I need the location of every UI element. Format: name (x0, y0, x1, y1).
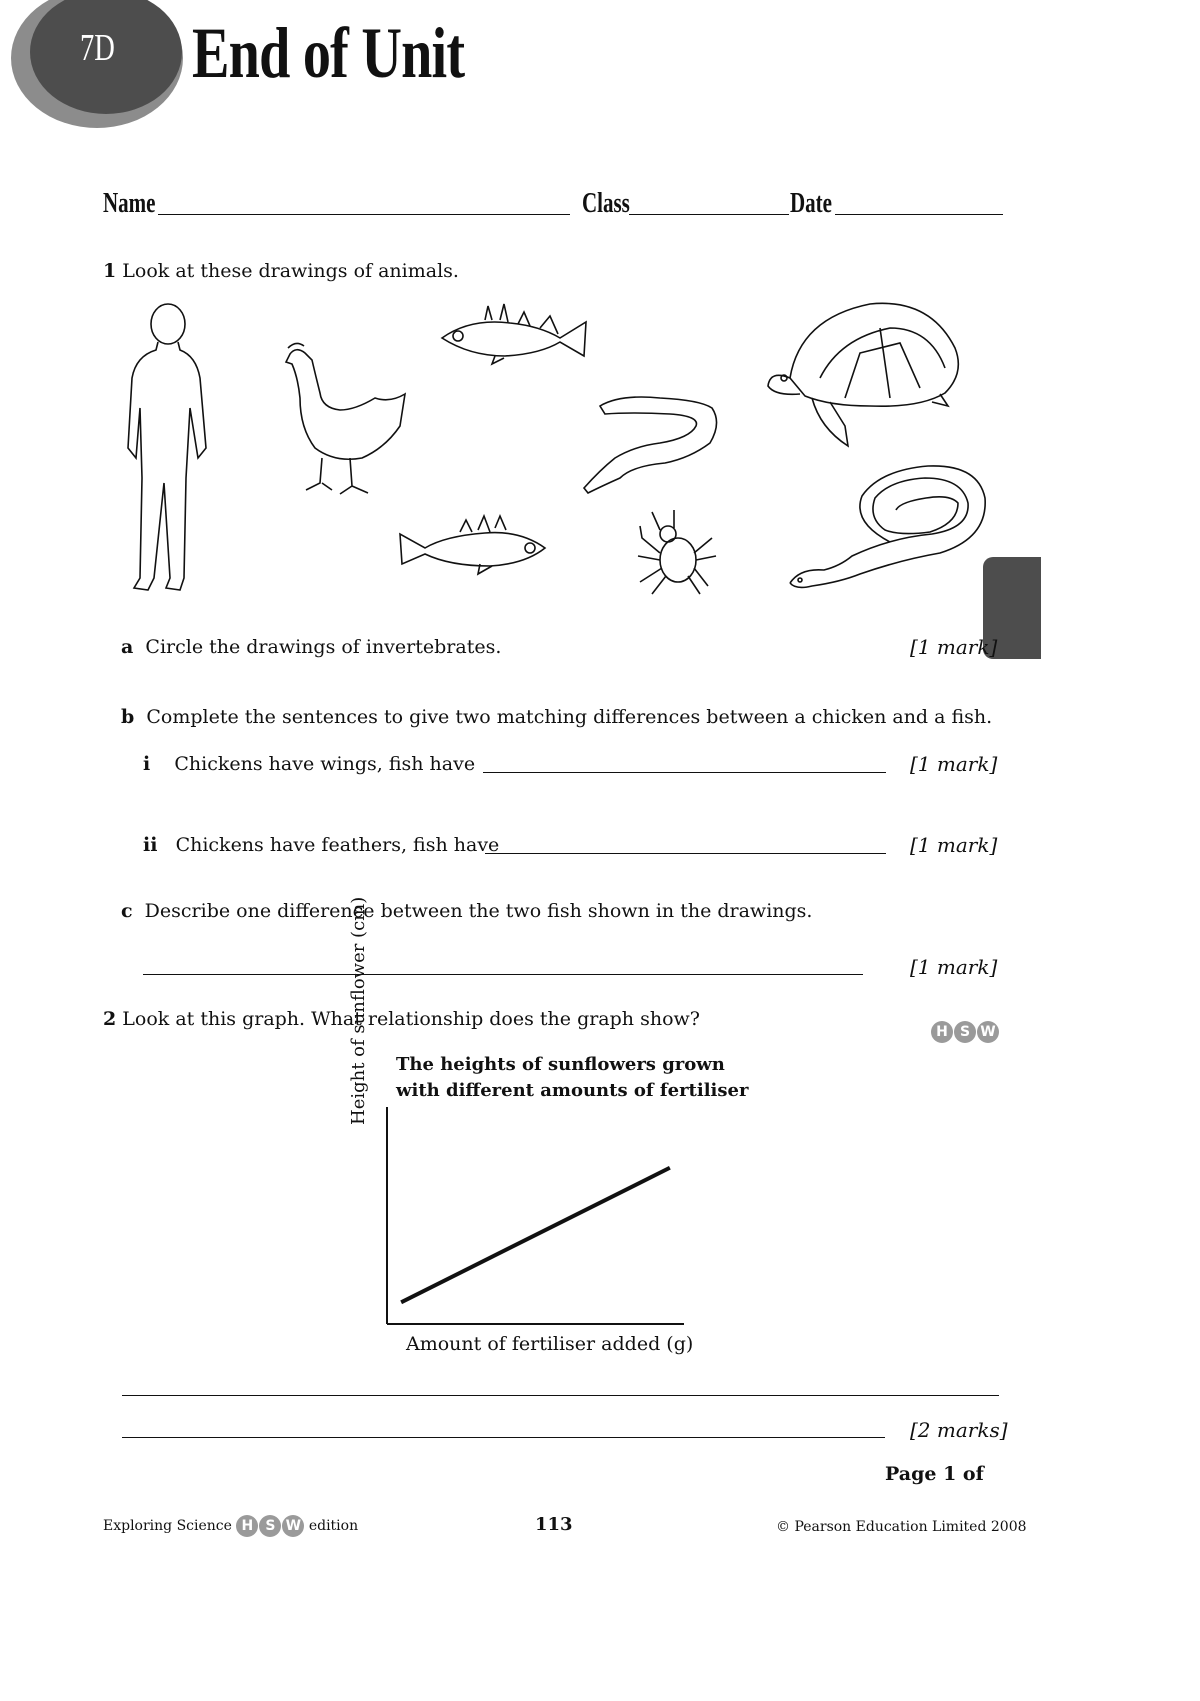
chart-title-line-2: with different amounts of fertiliser (396, 1080, 749, 1101)
q2-mark: [2 marks] (910, 1418, 1008, 1442)
chart-xlabel: Amount of fertiliser added (g) (406, 1333, 694, 1355)
q1a-mark: [1 mark] (910, 635, 998, 659)
q1b-i-answer-line[interactable] (483, 772, 886, 773)
q1-prompt (103, 260, 459, 282)
q2-text: Look at this graph. What relationship does the graph show? (122, 1008, 700, 1030)
unit-badge (10, 0, 185, 138)
class-label: Class (582, 188, 630, 219)
spider-icon[interactable] (638, 510, 716, 594)
animal-drawings (100, 298, 1000, 598)
q1a-letter: a (121, 636, 134, 658)
q1-text: Look at these drawings of animals. (122, 260, 459, 282)
footer-hsw-w: W (282, 1515, 304, 1537)
chart-title-line-1: The heights of sunflowers grown (396, 1054, 725, 1075)
chart-plot (380, 1102, 700, 1332)
q1b-i-text: Chickens have wings, fish have (174, 753, 476, 775)
q1b-i-mark: [1 mark] (910, 752, 998, 776)
q1b-ii-answer-line[interactable] (485, 853, 886, 854)
q2-answer-line-2[interactable] (122, 1437, 885, 1438)
name-field[interactable] (158, 214, 570, 215)
copyright: © Pearson Education Limited 2008 (776, 1519, 1027, 1535)
chicken-icon[interactable] (286, 343, 405, 494)
q1a (121, 636, 501, 658)
q1b-ii-text: Chickens have feathers, fish have (175, 834, 500, 856)
q1-number: 1 (103, 260, 117, 282)
q1c (121, 900, 812, 922)
fish-icon[interactable] (400, 516, 545, 574)
date-field[interactable] (835, 214, 1003, 215)
q1b-i (143, 753, 475, 775)
chart-series-line-0 (401, 1168, 670, 1303)
q1c-text: Describe one difference between the two fish shown in the drawings. (144, 900, 813, 922)
q1b-text: Complete the sentences to give two matching differences between a chicken and a fish. (146, 706, 993, 728)
footer-hsw-badge (236, 1515, 304, 1537)
q1c-mark: [1 mark] (910, 955, 998, 979)
q1b-i-num: i (143, 753, 151, 775)
fish-icon[interactable] (442, 304, 586, 364)
class-field[interactable] (629, 214, 789, 215)
hsw-h: H (931, 1021, 953, 1043)
q1b-ii-mark: [1 mark] (910, 833, 998, 857)
page-number: 113 (535, 1514, 573, 1535)
name-label: Name (103, 188, 156, 219)
q1b-letter: b (121, 706, 135, 728)
q2-answer-line-1[interactable] (122, 1395, 999, 1396)
footer-hsw-s: S (259, 1515, 281, 1537)
q1a-text: Circle the drawings of invertebrates. (145, 636, 502, 658)
footer-book-prefix: Exploring Science (103, 1518, 232, 1534)
hsw-badge (931, 1021, 999, 1043)
page-title: End of Unit (192, 13, 465, 93)
hsw-s: S (954, 1021, 976, 1043)
tortoise-icon[interactable] (768, 303, 958, 446)
human-icon[interactable] (128, 304, 206, 590)
q2-number: 2 (103, 1008, 117, 1030)
chart-title (396, 1052, 748, 1104)
date-label: Date (790, 188, 832, 219)
unit-code: 7D (80, 27, 115, 69)
footer-hsw-h: H (236, 1515, 258, 1537)
q1c-letter: c (121, 900, 133, 922)
chart-ylabel: Height of sunflower (cm) (348, 896, 369, 1125)
footer-book-suffix: edition (308, 1518, 359, 1534)
footer-book (103, 1515, 358, 1537)
q1b-ii (143, 834, 499, 856)
hsw-w: W (977, 1021, 999, 1043)
q1b-ii-num: ii (143, 834, 158, 856)
page-indicator: Page 1 of (885, 1463, 984, 1485)
snake-icon[interactable] (790, 466, 985, 588)
q2-prompt (103, 1008, 700, 1030)
q1c-answer-line[interactable] (143, 974, 863, 975)
q1b (121, 706, 992, 728)
worm-icon[interactable] (584, 397, 717, 493)
